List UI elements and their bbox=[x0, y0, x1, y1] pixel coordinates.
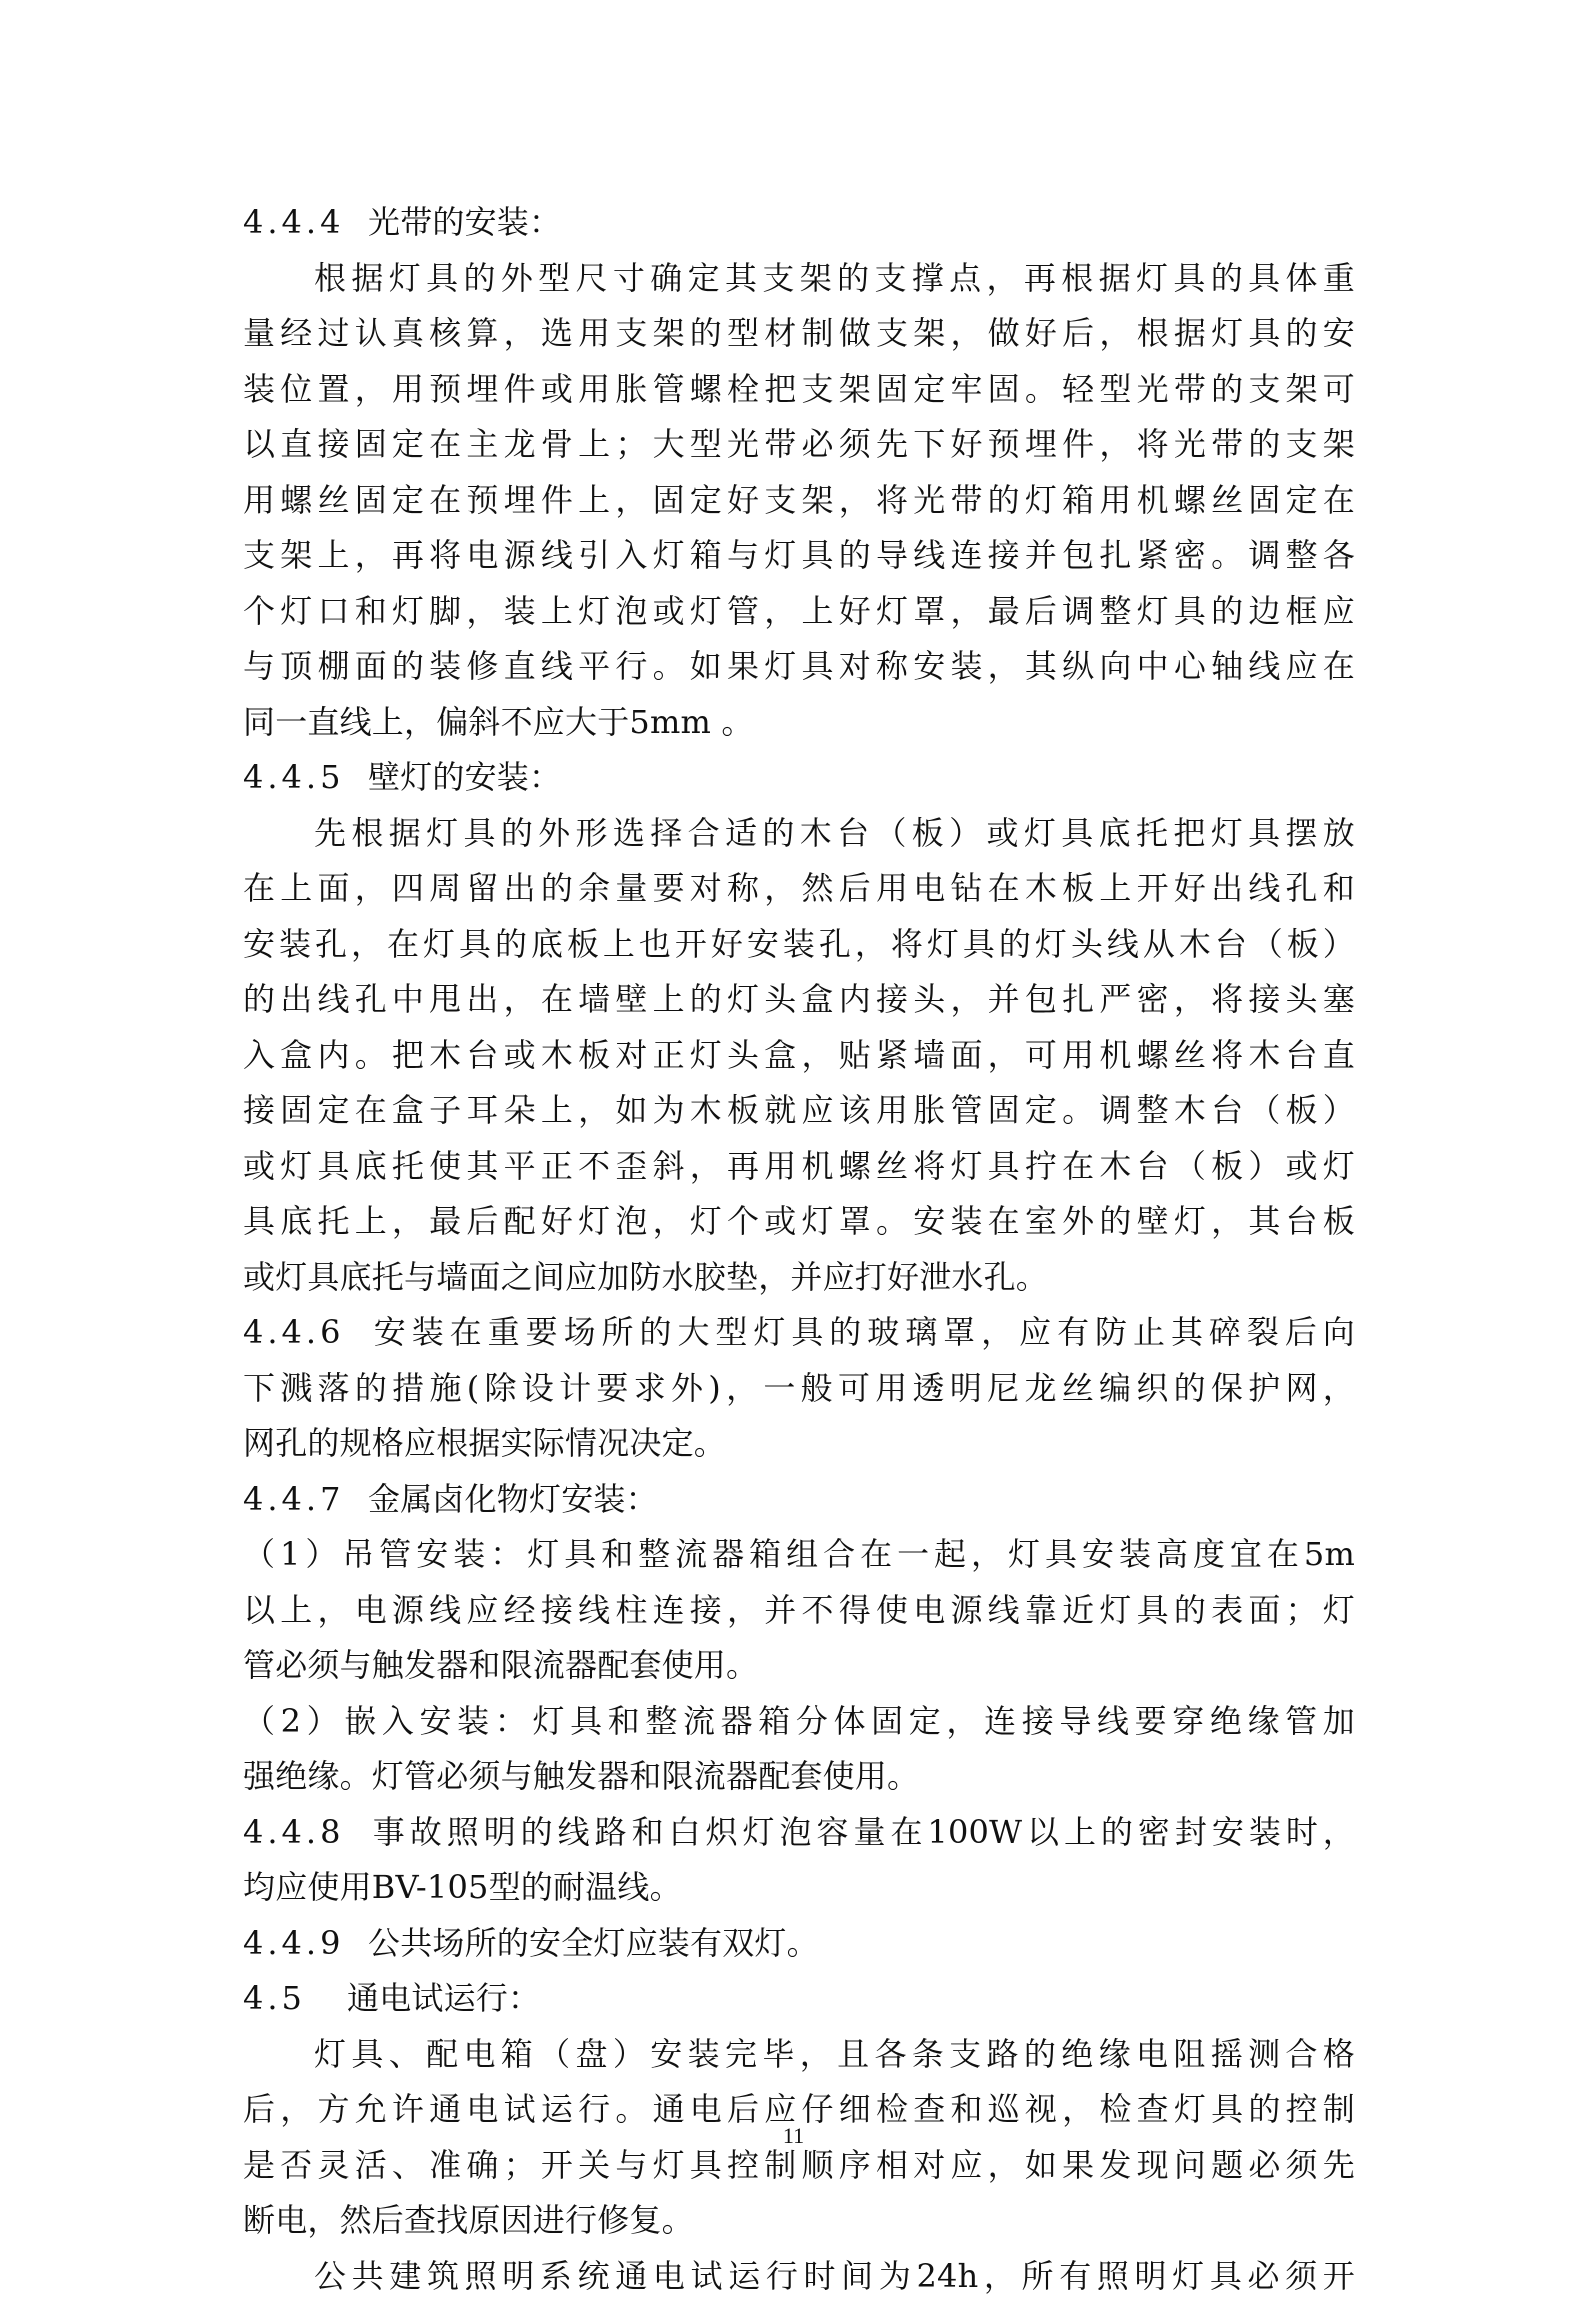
section-title: 壁灯的安装： bbox=[368, 758, 561, 796]
paragraph-line: 管必须与触发器和限流器配套使用。 bbox=[243, 1638, 1355, 1694]
paragraph-line: 安装孔，在灯具的底板上也开好安装孔，将灯具的灯头线从木台（板） bbox=[243, 917, 1355, 973]
section-first-line: 事故照明的线路和白炽灯泡容量在100W以上的密封安装时， bbox=[368, 1813, 1355, 1851]
paragraph-line: 用螺丝固定在预埋件上，固定好支架，将光带的灯箱用机螺丝固定在 bbox=[243, 473, 1355, 529]
paragraph-line: 网孔的规格应根据实际情况决定。 bbox=[243, 1416, 1355, 1472]
section-number: 4.4.6 bbox=[243, 1305, 368, 1361]
section-title: 通电试运行： bbox=[347, 1979, 540, 2017]
paragraph-line: 个灯口和灯脚，装上灯泡或灯管，上好灯罩，最后调整灯具的边框应 bbox=[243, 584, 1355, 640]
paragraph-line: 接固定在盒子耳朵上，如为木板就应该用胀管固定。调整木台（板） bbox=[243, 1083, 1355, 1139]
paragraph-line: 同一直线上，偏斜不应大于5mm 。 bbox=[243, 695, 1355, 751]
paragraph-line: 以上，电源线应经接线柱连接，并不得使电源线靠近灯具的表面；灯 bbox=[243, 1583, 1355, 1639]
paragraph-line: 先根据灯具的外形选择合适的木台（板）或灯具底托把灯具摆放 bbox=[243, 806, 1355, 862]
paragraph-line: 强绝缘。灯管必须与触发器和限流器配套使用。 bbox=[243, 1749, 1355, 1805]
paragraph-line: 是否灵活、准确；开关与灯具控制顺序相对应，如果发现问题必须先 bbox=[243, 2138, 1355, 2194]
paragraph-line: 量经过认真核算，选用支架的型材制做支架，做好后，根据灯具的安 bbox=[243, 306, 1355, 362]
section-number: 4.4.8 bbox=[243, 1805, 368, 1861]
paragraph-line: 以直接固定在主龙骨上；大型光带必须先下好预埋件，将光带的支架 bbox=[243, 417, 1355, 473]
section-number: 4.4.5 bbox=[243, 750, 368, 806]
paragraph-line: 根据灯具的外型尺寸确定其支架的支撑点，再根据灯具的具体重 bbox=[243, 251, 1355, 307]
paragraph-line: 公共建筑照明系统通电试运行时间为24h，所有照明灯具必须开 bbox=[243, 2249, 1355, 2304]
paragraph-line: 或灯具底托使其平正不歪斜，再用机螺丝将灯具拧在木台（板）或灯 bbox=[243, 1139, 1355, 1195]
section-heading-4-4-9 bbox=[243, 1916, 1355, 1972]
section-heading-4-5 bbox=[243, 1971, 1355, 2027]
paragraph-line: （1）吊管安装：灯具和整流器箱组合在一起，灯具安装高度宜在5m bbox=[243, 1527, 1355, 1583]
section-number: 4.4.4 bbox=[243, 195, 368, 251]
paragraph-line: 灯具、配电箱（盘）安装完毕，且各条支路的绝缘电阻摇测合格 bbox=[243, 2027, 1355, 2083]
section-first-line: 公共场所的安全灯应装有双灯。 bbox=[368, 1924, 819, 1962]
section-heading-4-4-6 bbox=[243, 1305, 1355, 1361]
section-heading-4-4-4 bbox=[243, 195, 1355, 251]
paragraph-line: 后，方允许通电试运行。通电后应仔细检查和巡视，检查灯具的控制 bbox=[243, 2082, 1355, 2138]
paragraph-line: 下溅落的措施(除设计要求外)，一般可用透明尼龙丝编织的保护网， bbox=[243, 1361, 1355, 1417]
paragraph-line: 与顶棚面的装修直线平行。如果灯具对称安装，其纵向中心轴线应在 bbox=[243, 639, 1355, 695]
paragraph-line: 入盒内。把木台或木板对正灯头盒，贴紧墙面，可用机螺丝将木台直 bbox=[243, 1028, 1355, 1084]
section-heading-4-4-8 bbox=[243, 1805, 1355, 1861]
section-number: 4.4.9 bbox=[243, 1916, 368, 1972]
document-body bbox=[243, 195, 1355, 2304]
paragraph-line: 具底托上，最后配好灯泡，灯个或灯罩。安装在室外的壁灯，其台板 bbox=[243, 1194, 1355, 1250]
paragraph-line: 的出线孔中甩出，在墙壁上的灯头盒内接头，并包扎严密，将接头塞 bbox=[243, 972, 1355, 1028]
paragraph-line: （2）嵌入安装：灯具和整流器箱分体固定，连接导线要穿绝缘管加 bbox=[243, 1694, 1355, 1750]
paragraph-line: 断电，然后查找原因进行修复。 bbox=[243, 2193, 1355, 2249]
section-first-line: 安装在重要场所的大型灯具的玻璃罩，应有防止其碎裂后向 bbox=[368, 1313, 1355, 1351]
section-heading-4-4-5 bbox=[243, 750, 1355, 806]
paragraph-line: 支架上，再将电源线引入灯箱与灯具的导线连接并包扎紧密。调整各 bbox=[243, 528, 1355, 584]
paragraph-line: 均应使用BV-105型的耐温线。 bbox=[243, 1860, 1355, 1916]
paragraph-line: 在上面，四周留出的余量要对称，然后用电钻在木板上开好出线孔和 bbox=[243, 861, 1355, 917]
section-title: 光带的安装： bbox=[368, 203, 561, 241]
paragraph-line: 或灯具底托与墙面之间应加防水胶垫，并应打好泄水孔。 bbox=[243, 1250, 1355, 1306]
page-number: 11 bbox=[0, 2123, 1587, 2149]
section-heading-4-4-7 bbox=[243, 1472, 1355, 1528]
section-title: 金属卤化物灯安装： bbox=[368, 1480, 658, 1518]
section-number: 4.4.7 bbox=[243, 1472, 368, 1528]
paragraph-line: 装位置，用预埋件或用胀管螺栓把支架固定牢固。轻型光带的支架可 bbox=[243, 362, 1355, 418]
section-number: 4.5 bbox=[243, 1971, 347, 2027]
